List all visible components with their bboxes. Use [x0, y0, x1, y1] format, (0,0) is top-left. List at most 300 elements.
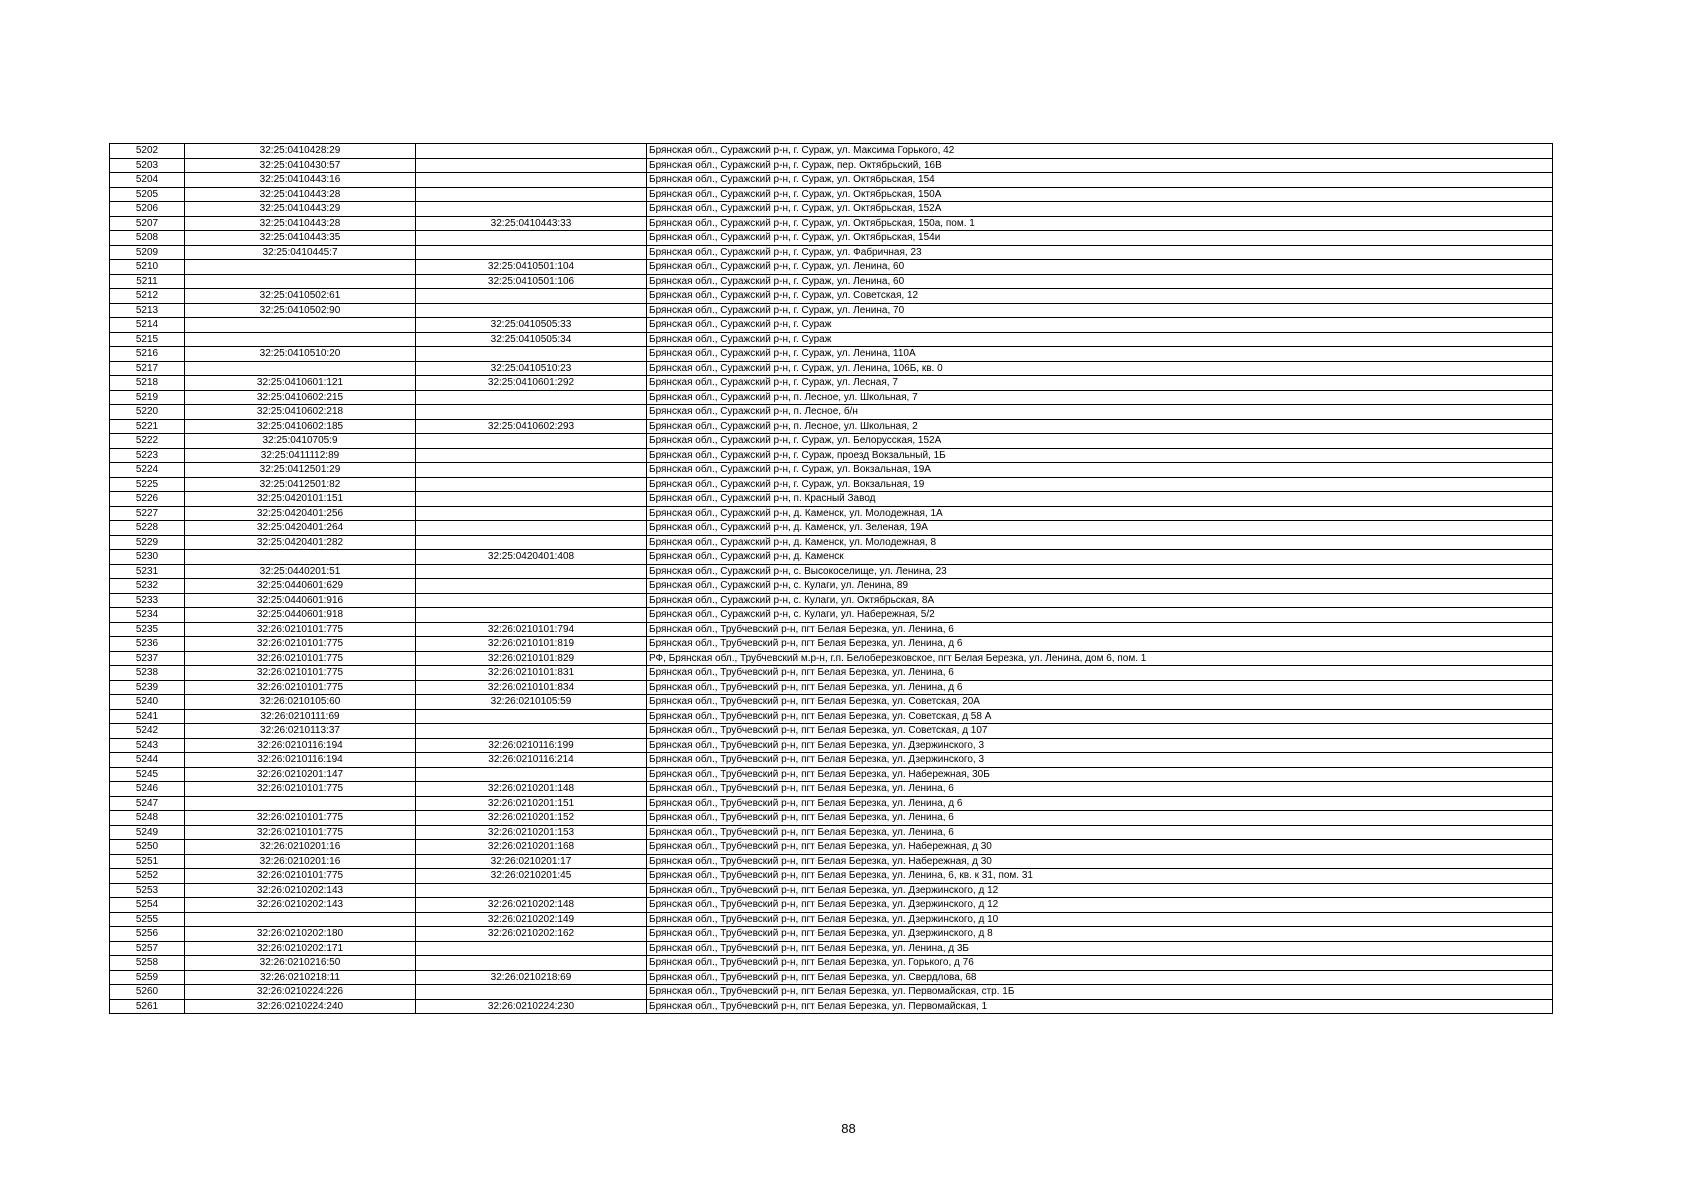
table-row — [110, 144, 1553, 159]
row-number-cell: 5250 — [110, 840, 185, 855]
table-row — [110, 608, 1553, 623]
table-row — [110, 927, 1553, 942]
table-row — [110, 202, 1553, 217]
building-cadastral-number-cell: 32:26:0210202:162 — [416, 927, 647, 942]
row-number-cell: 5207 — [110, 216, 185, 231]
parcel-cadastral-number-cell — [185, 550, 416, 565]
row-number-cell: 5231 — [110, 564, 185, 579]
building-cadastral-number-cell — [416, 883, 647, 898]
row-number-cell: 5258 — [110, 956, 185, 971]
parcel-cadastral-number-cell: 32:25:0410602:218 — [185, 405, 416, 420]
building-cadastral-number-cell — [416, 289, 647, 304]
table-row — [110, 550, 1553, 565]
parcel-cadastral-number-cell — [185, 274, 416, 289]
building-cadastral-number-cell: 32:26:0210101:834 — [416, 680, 647, 695]
parcel-cadastral-number-cell: 32:26:0210202:143 — [185, 883, 416, 898]
parcel-cadastral-number-cell: 32:26:0210201:16 — [185, 854, 416, 869]
table-row — [110, 796, 1553, 811]
parcel-cadastral-number-cell — [185, 361, 416, 376]
address-cell: Брянская обл., Трубчевский р-н, пгт Белая Березка, ул. Ленина, 6 — [647, 825, 1553, 840]
parcel-cadastral-number-cell: 32:25:0410601:121 — [185, 376, 416, 391]
parcel-cadastral-number-cell: 32:26:0210101:775 — [185, 825, 416, 840]
parcel-cadastral-number-cell: 32:25:0410428:29 — [185, 144, 416, 159]
table-row — [110, 782, 1553, 797]
table-row — [110, 492, 1553, 507]
building-cadastral-number-cell: 32:26:0210101:819 — [416, 637, 647, 652]
address-cell: Брянская обл., Суражский р-н, г. Сураж, ул. Октябрьская, 150а, пом. 1 — [647, 216, 1553, 231]
address-cell: Брянская обл., Суражский р-н, с. Кулаги, ул. Октябрьская, 8А — [647, 593, 1553, 608]
address-cell: Брянская обл., Трубчевский р-н, пгт Белая Березка, ул. Ленина, 6 — [647, 811, 1553, 826]
table-row — [110, 419, 1553, 434]
parcel-cadastral-number-cell: 32:26:0210202:143 — [185, 898, 416, 913]
table-row — [110, 216, 1553, 231]
row-number-cell: 5225 — [110, 477, 185, 492]
parcel-cadastral-number-cell: 32:26:0210101:775 — [185, 622, 416, 637]
building-cadastral-number-cell: 32:26:0210201:153 — [416, 825, 647, 840]
building-cadastral-number-cell — [416, 492, 647, 507]
row-number-cell: 5247 — [110, 796, 185, 811]
address-cell: Брянская обл., Трубчевский р-н, пгт Белая Березка, ул. Советская, 20А — [647, 695, 1553, 710]
parcel-cadastral-number-cell: 32:25:0410602:215 — [185, 390, 416, 405]
building-cadastral-number-cell — [416, 564, 647, 579]
parcel-cadastral-number-cell: 32:25:0420101:151 — [185, 492, 416, 507]
row-number-cell: 5212 — [110, 289, 185, 304]
parcel-cadastral-number-cell: 32:25:0410430:57 — [185, 158, 416, 173]
parcel-cadastral-number-cell: 32:26:0210218:11 — [185, 970, 416, 985]
building-cadastral-number-cell — [416, 144, 647, 159]
table-row — [110, 767, 1553, 782]
address-cell: Брянская обл., Суражский р-н, д. Каменск — [647, 550, 1553, 565]
table-row — [110, 173, 1553, 188]
table-row — [110, 361, 1553, 376]
building-cadastral-number-cell — [416, 463, 647, 478]
building-cadastral-number-cell — [416, 434, 647, 449]
address-cell: Брянская обл., Трубчевский р-н, пгт Белая Березка, ул. Советская, д 58 А — [647, 709, 1553, 724]
table-row — [110, 825, 1553, 840]
table-row — [110, 231, 1553, 246]
address-cell: Брянская обл., Суражский р-н, д. Каменск, ул. Молодежная, 1А — [647, 506, 1553, 521]
table-row — [110, 666, 1553, 681]
parcel-cadastral-number-cell: 32:26:0210201:147 — [185, 767, 416, 782]
parcel-cadastral-number-cell: 32:26:0210101:775 — [185, 811, 416, 826]
table-row — [110, 405, 1553, 420]
row-number-cell: 5204 — [110, 173, 185, 188]
address-cell: Брянская обл., Суражский р-н, г. Сураж, ул. Вокзальная, 19А — [647, 463, 1553, 478]
address-cell: Брянская обл., Трубчевский р-н, пгт Белая Березка, ул. Дзержинского, 3 — [647, 753, 1553, 768]
table-row — [110, 840, 1553, 855]
address-cell: Брянская обл., Суражский р-н, с. Кулаги, ул. Ленина, 89 — [647, 579, 1553, 594]
building-cadastral-number-cell: 32:25:0410505:33 — [416, 318, 647, 333]
address-cell: Брянская обл., Трубчевский р-н, пгт Белая Березка, ул. Ленина, 6, кв. к 31, пом. 31 — [647, 869, 1553, 884]
parcel-cadastral-number-cell: 32:25:0410602:185 — [185, 419, 416, 434]
row-number-cell: 5235 — [110, 622, 185, 637]
parcel-cadastral-number-cell — [185, 318, 416, 333]
address-cell: Брянская обл., Суражский р-н, г. Сураж, ул. Октябрьская, 150А — [647, 187, 1553, 202]
building-cadastral-number-cell — [416, 724, 647, 739]
table-row — [110, 724, 1553, 739]
address-cell: Брянская обл., Трубчевский р-н, пгт Белая Березка, ул. Горького, д 76 — [647, 956, 1553, 971]
parcel-cadastral-number-cell — [185, 796, 416, 811]
table-row — [110, 854, 1553, 869]
parcel-cadastral-number-cell: 32:25:0410510:20 — [185, 347, 416, 362]
building-cadastral-number-cell: 32:26:0210201:45 — [416, 869, 647, 884]
table-row — [110, 738, 1553, 753]
parcel-cadastral-number-cell: 32:26:0210101:775 — [185, 637, 416, 652]
row-number-cell: 5220 — [110, 405, 185, 420]
parcel-cadastral-number-cell: 32:26:0210101:775 — [185, 782, 416, 797]
address-cell: Брянская обл., Суражский р-н, д. Каменск, ул. Молодежная, 8 — [647, 535, 1553, 550]
row-number-cell: 5206 — [110, 202, 185, 217]
parcel-cadastral-number-cell: 32:26:0210224:226 — [185, 985, 416, 1000]
parcel-cadastral-number-cell: 32:25:0412501:82 — [185, 477, 416, 492]
address-cell: Брянская обл., Суражский р-н, п. Красный Завод — [647, 492, 1553, 507]
parcel-cadastral-number-cell: 32:25:0410445:7 — [185, 245, 416, 260]
table-row — [110, 332, 1553, 347]
building-cadastral-number-cell: 32:26:0210201:152 — [416, 811, 647, 826]
row-number-cell: 5257 — [110, 941, 185, 956]
building-cadastral-number-cell — [416, 535, 647, 550]
parcel-cadastral-number-cell: 32:26:0210202:180 — [185, 927, 416, 942]
parcel-cadastral-number-cell: 32:26:0210202:171 — [185, 941, 416, 956]
table-row — [110, 811, 1553, 826]
row-number-cell: 5230 — [110, 550, 185, 565]
building-cadastral-number-cell — [416, 202, 647, 217]
building-cadastral-number-cell — [416, 390, 647, 405]
address-cell: Брянская обл., Трубчевский р-н, пгт Белая Березка, ул. Дзержинского, д 8 — [647, 927, 1553, 942]
row-number-cell: 5229 — [110, 535, 185, 550]
address-cell: Брянская обл., Трубчевский р-н, пгт Белая Березка, ул. Ленина, д 6 — [647, 796, 1553, 811]
address-cell: Брянская обл., Трубчевский р-н, пгт Белая Березка, ул. Набережная, д 30 — [647, 840, 1553, 855]
building-cadastral-number-cell — [416, 187, 647, 202]
table-row — [110, 579, 1553, 594]
address-cell: Брянская обл., Трубчевский р-н, пгт Белая Березка, ул. Ленина, 6 — [647, 666, 1553, 681]
address-cell: Брянская обл., Суражский р-н, г. Сураж, проезд Вокзальный, 1Б — [647, 448, 1553, 463]
row-number-cell: 5241 — [110, 709, 185, 724]
table-row — [110, 985, 1553, 1000]
address-cell: Брянская обл., Суражский р-н, п. Лесное, б/н — [647, 405, 1553, 420]
row-number-cell: 5208 — [110, 231, 185, 246]
table-row — [110, 883, 1553, 898]
parcel-cadastral-number-cell: 32:26:0210201:16 — [185, 840, 416, 855]
address-cell: Брянская обл., Суражский р-н, г. Сураж, ул. Советская, 12 — [647, 289, 1553, 304]
table-row — [110, 245, 1553, 260]
building-cadastral-number-cell: 32:25:0410501:104 — [416, 260, 647, 275]
address-cell: Брянская обл., Суражский р-н, д. Каменск, ул. Зеленая, 19А — [647, 521, 1553, 536]
address-cell: Брянская обл., Трубчевский р-н, пгт Белая Березка, ул. Первомайская, 1 — [647, 999, 1553, 1014]
address-cell: Брянская обл., Суражский р-н, г. Сураж, ул. Ленина, 60 — [647, 260, 1553, 275]
parcel-cadastral-number-cell: 32:25:0440601:916 — [185, 593, 416, 608]
row-number-cell: 5238 — [110, 666, 185, 681]
building-cadastral-number-cell — [416, 405, 647, 420]
building-cadastral-number-cell — [416, 506, 647, 521]
row-number-cell: 5244 — [110, 753, 185, 768]
table-row — [110, 448, 1553, 463]
building-cadastral-number-cell — [416, 231, 647, 246]
building-cadastral-number-cell: 32:26:0210116:214 — [416, 753, 647, 768]
address-cell: Брянская обл., Суражский р-н, г. Сураж, ул. Ленина, 60 — [647, 274, 1553, 289]
building-cadastral-number-cell — [416, 941, 647, 956]
parcel-cadastral-number-cell: 32:25:0410443:35 — [185, 231, 416, 246]
building-cadastral-number-cell — [416, 608, 647, 623]
building-cadastral-number-cell: 32:26:0210202:148 — [416, 898, 647, 913]
table-row — [110, 709, 1553, 724]
building-cadastral-number-cell — [416, 985, 647, 1000]
building-cadastral-number-cell: 32:26:0210224:230 — [416, 999, 647, 1014]
parcel-cadastral-number-cell: 32:25:0420401:256 — [185, 506, 416, 521]
address-cell: Брянская обл., Суражский р-н, п. Лесное, ул. Школьная, 7 — [647, 390, 1553, 405]
parcel-cadastral-number-cell: 32:25:0410443:28 — [185, 187, 416, 202]
parcel-cadastral-number-cell: 32:25:0411112:89 — [185, 448, 416, 463]
building-cadastral-number-cell: 32:26:0210201:151 — [416, 796, 647, 811]
row-number-cell: 5211 — [110, 274, 185, 289]
address-cell: Брянская обл., Трубчевский р-н, пгт Белая Березка, ул. Набережная, д 30 — [647, 854, 1553, 869]
address-cell: Брянская обл., Суражский р-н, с. Высокоселище, ул. Ленина, 23 — [647, 564, 1553, 579]
address-cell: Брянская обл., Суражский р-н, п. Лесное, ул. Школьная, 2 — [647, 419, 1553, 434]
parcel-cadastral-number-cell: 32:26:0210101:775 — [185, 651, 416, 666]
parcel-cadastral-number-cell: 32:26:0210111:69 — [185, 709, 416, 724]
parcel-cadastral-number-cell — [185, 260, 416, 275]
table-row — [110, 956, 1553, 971]
row-number-cell: 5213 — [110, 303, 185, 318]
building-cadastral-number-cell — [416, 477, 647, 492]
table-row — [110, 680, 1553, 695]
building-cadastral-number-cell — [416, 767, 647, 782]
parcel-cadastral-number-cell: 32:26:0210101:775 — [185, 680, 416, 695]
row-number-cell: 5234 — [110, 608, 185, 623]
building-cadastral-number-cell: 32:26:0210101:794 — [416, 622, 647, 637]
row-number-cell: 5221 — [110, 419, 185, 434]
address-cell: Брянская обл., Суражский р-н, г. Сураж, ул. Октябрьская, 152А — [647, 202, 1553, 217]
row-number-cell: 5228 — [110, 521, 185, 536]
building-cadastral-number-cell: 32:26:0210201:168 — [416, 840, 647, 855]
table-row — [110, 347, 1553, 362]
parcel-cadastral-number-cell: 32:25:0440201:51 — [185, 564, 416, 579]
table-row — [110, 376, 1553, 391]
address-cell: Брянская обл., Суражский р-н, г. Сураж, ул. Лесная, 7 — [647, 376, 1553, 391]
row-number-cell: 5246 — [110, 782, 185, 797]
address-cell: Брянская обл., Суражский р-н, г. Сураж — [647, 318, 1553, 333]
registry-table-body — [110, 144, 1553, 1014]
building-cadastral-number-cell: 32:26:0210202:149 — [416, 912, 647, 927]
building-cadastral-number-cell: 32:25:0410505:34 — [416, 332, 647, 347]
parcel-cadastral-number-cell — [185, 332, 416, 347]
address-cell: Брянская обл., Суражский р-н, г. Сураж, ул. Вокзальная, 19 — [647, 477, 1553, 492]
table-row — [110, 463, 1553, 478]
row-number-cell: 5240 — [110, 695, 185, 710]
address-cell: Брянская обл., Трубчевский р-н, пгт Белая Березка, ул. Дзержинского, д 12 — [647, 883, 1553, 898]
parcel-cadastral-number-cell: 32:26:0210216:50 — [185, 956, 416, 971]
address-cell: Брянская обл., Трубчевский р-н, пгт Белая Березка, ул. Набережная, 30Б — [647, 767, 1553, 782]
row-number-cell: 5249 — [110, 825, 185, 840]
row-number-cell: 5256 — [110, 927, 185, 942]
row-number-cell: 5260 — [110, 985, 185, 1000]
address-cell: Брянская обл., Трубчевский р-н, пгт Белая Березка, ул. Ленина, д 3Б — [647, 941, 1553, 956]
building-cadastral-number-cell: 32:25:0410510:23 — [416, 361, 647, 376]
building-cadastral-number-cell: 32:26:0210105:59 — [416, 695, 647, 710]
building-cadastral-number-cell — [416, 593, 647, 608]
row-number-cell: 5214 — [110, 318, 185, 333]
row-number-cell: 5215 — [110, 332, 185, 347]
address-cell: Брянская обл., Суражский р-н, с. Кулаги, ул. Набережная, 5/2 — [647, 608, 1553, 623]
address-cell: Брянская обл., Трубчевский р-н, пгт Белая Березка, ул. Первомайская, стр. 1Б — [647, 985, 1553, 1000]
address-cell: Брянская обл., Суражский р-н, г. Сураж, ул. Октябрьская, 154и — [647, 231, 1553, 246]
address-cell: Брянская обл., Трубчевский р-н, пгт Белая Березка, ул. Дзержинского, 3 — [647, 738, 1553, 753]
table-row — [110, 564, 1553, 579]
parcel-cadastral-number-cell: 32:26:0210113:37 — [185, 724, 416, 739]
table-row — [110, 622, 1553, 637]
address-cell: Брянская обл., Трубчевский р-н, пгт Белая Березка, ул. Ленина, 6 — [647, 782, 1553, 797]
address-cell: Брянская обл., Суражский р-н, г. Сураж, ул. Максима Горького, 42 — [647, 144, 1553, 159]
building-cadastral-number-cell: 32:26:0210101:831 — [416, 666, 647, 681]
building-cadastral-number-cell — [416, 521, 647, 536]
row-number-cell: 5218 — [110, 376, 185, 391]
table-row — [110, 289, 1553, 304]
address-cell: Брянская обл., Суражский р-н, г. Сураж, ул. Октябрьская, 154 — [647, 173, 1553, 188]
table-row — [110, 158, 1553, 173]
table-row — [110, 187, 1553, 202]
parcel-cadastral-number-cell: 32:25:0410705:9 — [185, 434, 416, 449]
parcel-cadastral-number-cell: 32:25:0410443:16 — [185, 173, 416, 188]
row-number-cell: 5245 — [110, 767, 185, 782]
parcel-cadastral-number-cell: 32:26:0210116:194 — [185, 753, 416, 768]
row-number-cell: 5236 — [110, 637, 185, 652]
address-cell: Брянская обл., Трубчевский р-н, пгт Белая Березка, ул. Ленина, д 6 — [647, 637, 1553, 652]
building-cadastral-number-cell — [416, 347, 647, 362]
parcel-cadastral-number-cell: 32:26:0210101:775 — [185, 869, 416, 884]
building-cadastral-number-cell — [416, 173, 647, 188]
row-number-cell: 5224 — [110, 463, 185, 478]
parcel-cadastral-number-cell: 32:25:0440601:629 — [185, 579, 416, 594]
row-number-cell: 5227 — [110, 506, 185, 521]
building-cadastral-number-cell: 32:26:0210201:17 — [416, 854, 647, 869]
row-number-cell: 5243 — [110, 738, 185, 753]
parcel-cadastral-number-cell: 32:26:0210116:194 — [185, 738, 416, 753]
parcel-cadastral-number-cell: 32:25:0410443:29 — [185, 202, 416, 217]
building-cadastral-number-cell: 32:25:0410501:106 — [416, 274, 647, 289]
row-number-cell: 5242 — [110, 724, 185, 739]
row-number-cell: 5219 — [110, 390, 185, 405]
building-cadastral-number-cell — [416, 579, 647, 594]
parcel-cadastral-number-cell: 32:25:0412501:29 — [185, 463, 416, 478]
table-row — [110, 970, 1553, 985]
parcel-cadastral-number-cell: 32:25:0420401:282 — [185, 535, 416, 550]
address-cell: Брянская обл., Трубчевский р-н, пгт Белая Березка, ул. Ленина, 6 — [647, 622, 1553, 637]
address-cell: Брянская обл., Суражский р-н, г. Сураж, пер. Октябрьский, 16В — [647, 158, 1553, 173]
row-number-cell: 5203 — [110, 158, 185, 173]
table-row — [110, 274, 1553, 289]
address-cell: Брянская обл., Суражский р-н, г. Сураж, ул. Ленина, 106Б, кв. 0 — [647, 361, 1553, 376]
parcel-cadastral-number-cell: 32:25:0410502:90 — [185, 303, 416, 318]
building-cadastral-number-cell — [416, 303, 647, 318]
table-row — [110, 898, 1553, 913]
address-cell: Брянская обл., Суражский р-н, г. Сураж, ул. Ленина, 70 — [647, 303, 1553, 318]
row-number-cell: 5202 — [110, 144, 185, 159]
table-row — [110, 506, 1553, 521]
table-row — [110, 912, 1553, 927]
building-cadastral-number-cell: 32:26:0210101:829 — [416, 651, 647, 666]
parcel-cadastral-number-cell: 32:26:0210224:240 — [185, 999, 416, 1014]
row-number-cell: 5252 — [110, 869, 185, 884]
building-cadastral-number-cell: 32:25:0410602:293 — [416, 419, 647, 434]
table-row — [110, 869, 1553, 884]
building-cadastral-number-cell: 32:25:0410601:292 — [416, 376, 647, 391]
building-cadastral-number-cell — [416, 956, 647, 971]
table-row — [110, 753, 1553, 768]
address-cell: РФ, Брянская обл., Трубчевский м.р-н, г.п. Белоберезковское, пгт Белая Березка, ул. Ленина, дом 6, пом. 1 — [647, 651, 1553, 666]
table-row — [110, 260, 1553, 275]
row-number-cell: 5209 — [110, 245, 185, 260]
table-row — [110, 303, 1553, 318]
table-row — [110, 637, 1553, 652]
row-number-cell: 5253 — [110, 883, 185, 898]
building-cadastral-number-cell: 32:25:0420401:408 — [416, 550, 647, 565]
registry-table — [109, 143, 1553, 1014]
parcel-cadastral-number-cell: 32:26:0210101:775 — [185, 666, 416, 681]
row-number-cell: 5255 — [110, 912, 185, 927]
table-row — [110, 434, 1553, 449]
table-row — [110, 318, 1553, 333]
parcel-cadastral-number-cell: 32:25:0410502:61 — [185, 289, 416, 304]
address-cell: Брянская обл., Суражский р-н, г. Сураж — [647, 332, 1553, 347]
table-row — [110, 390, 1553, 405]
address-cell: Брянская обл., Трубчевский р-н, пгт Белая Березка, ул. Советская, д 107 — [647, 724, 1553, 739]
building-cadastral-number-cell: 32:25:0410443:33 — [416, 216, 647, 231]
address-cell: Брянская обл., Суражский р-н, г. Сураж, ул. Белорусская, 152А — [647, 434, 1553, 449]
table-row — [110, 521, 1553, 536]
row-number-cell: 5254 — [110, 898, 185, 913]
building-cadastral-number-cell: 32:26:0210116:199 — [416, 738, 647, 753]
row-number-cell: 5226 — [110, 492, 185, 507]
address-cell: Брянская обл., Трубчевский р-н, пгт Белая Березка, ул. Дзержинского, д 12 — [647, 898, 1553, 913]
parcel-cadastral-number-cell: 32:26:0210105:60 — [185, 695, 416, 710]
table-row — [110, 695, 1553, 710]
row-number-cell: 5223 — [110, 448, 185, 463]
row-number-cell: 5239 — [110, 680, 185, 695]
parcel-cadastral-number-cell: 32:25:0440601:918 — [185, 608, 416, 623]
row-number-cell: 5216 — [110, 347, 185, 362]
row-number-cell: 5248 — [110, 811, 185, 826]
building-cadastral-number-cell — [416, 448, 647, 463]
table-row — [110, 477, 1553, 492]
row-number-cell: 5205 — [110, 187, 185, 202]
parcel-cadastral-number-cell: 32:25:0420401:264 — [185, 521, 416, 536]
building-cadastral-number-cell — [416, 709, 647, 724]
table-row — [110, 651, 1553, 666]
row-number-cell: 5237 — [110, 651, 185, 666]
table-row — [110, 593, 1553, 608]
parcel-cadastral-number-cell: 32:25:0410443:28 — [185, 216, 416, 231]
address-cell: Брянская обл., Трубчевский р-н, пгт Белая Березка, ул. Дзержинского, д 10 — [647, 912, 1553, 927]
row-number-cell: 5233 — [110, 593, 185, 608]
page-number: 88 — [841, 1121, 856, 1136]
building-cadastral-number-cell — [416, 245, 647, 260]
building-cadastral-number-cell: 32:26:0210201:148 — [416, 782, 647, 797]
parcel-cadastral-number-cell — [185, 912, 416, 927]
table-row — [110, 941, 1553, 956]
building-cadastral-number-cell: 32:26:0210218:69 — [416, 970, 647, 985]
row-number-cell: 5232 — [110, 579, 185, 594]
address-cell: Брянская обл., Трубчевский р-н, пгт Белая Березка, ул. Ленина, д 6 — [647, 680, 1553, 695]
row-number-cell: 5261 — [110, 999, 185, 1014]
row-number-cell: 5217 — [110, 361, 185, 376]
row-number-cell: 5210 — [110, 260, 185, 275]
row-number-cell: 5222 — [110, 434, 185, 449]
row-number-cell: 5251 — [110, 854, 185, 869]
table-row — [110, 535, 1553, 550]
table-row — [110, 999, 1553, 1014]
building-cadastral-number-cell — [416, 158, 647, 173]
address-cell: Брянская обл., Трубчевский р-н, пгт Белая Березка, ул. Свердлова, 68 — [647, 970, 1553, 985]
